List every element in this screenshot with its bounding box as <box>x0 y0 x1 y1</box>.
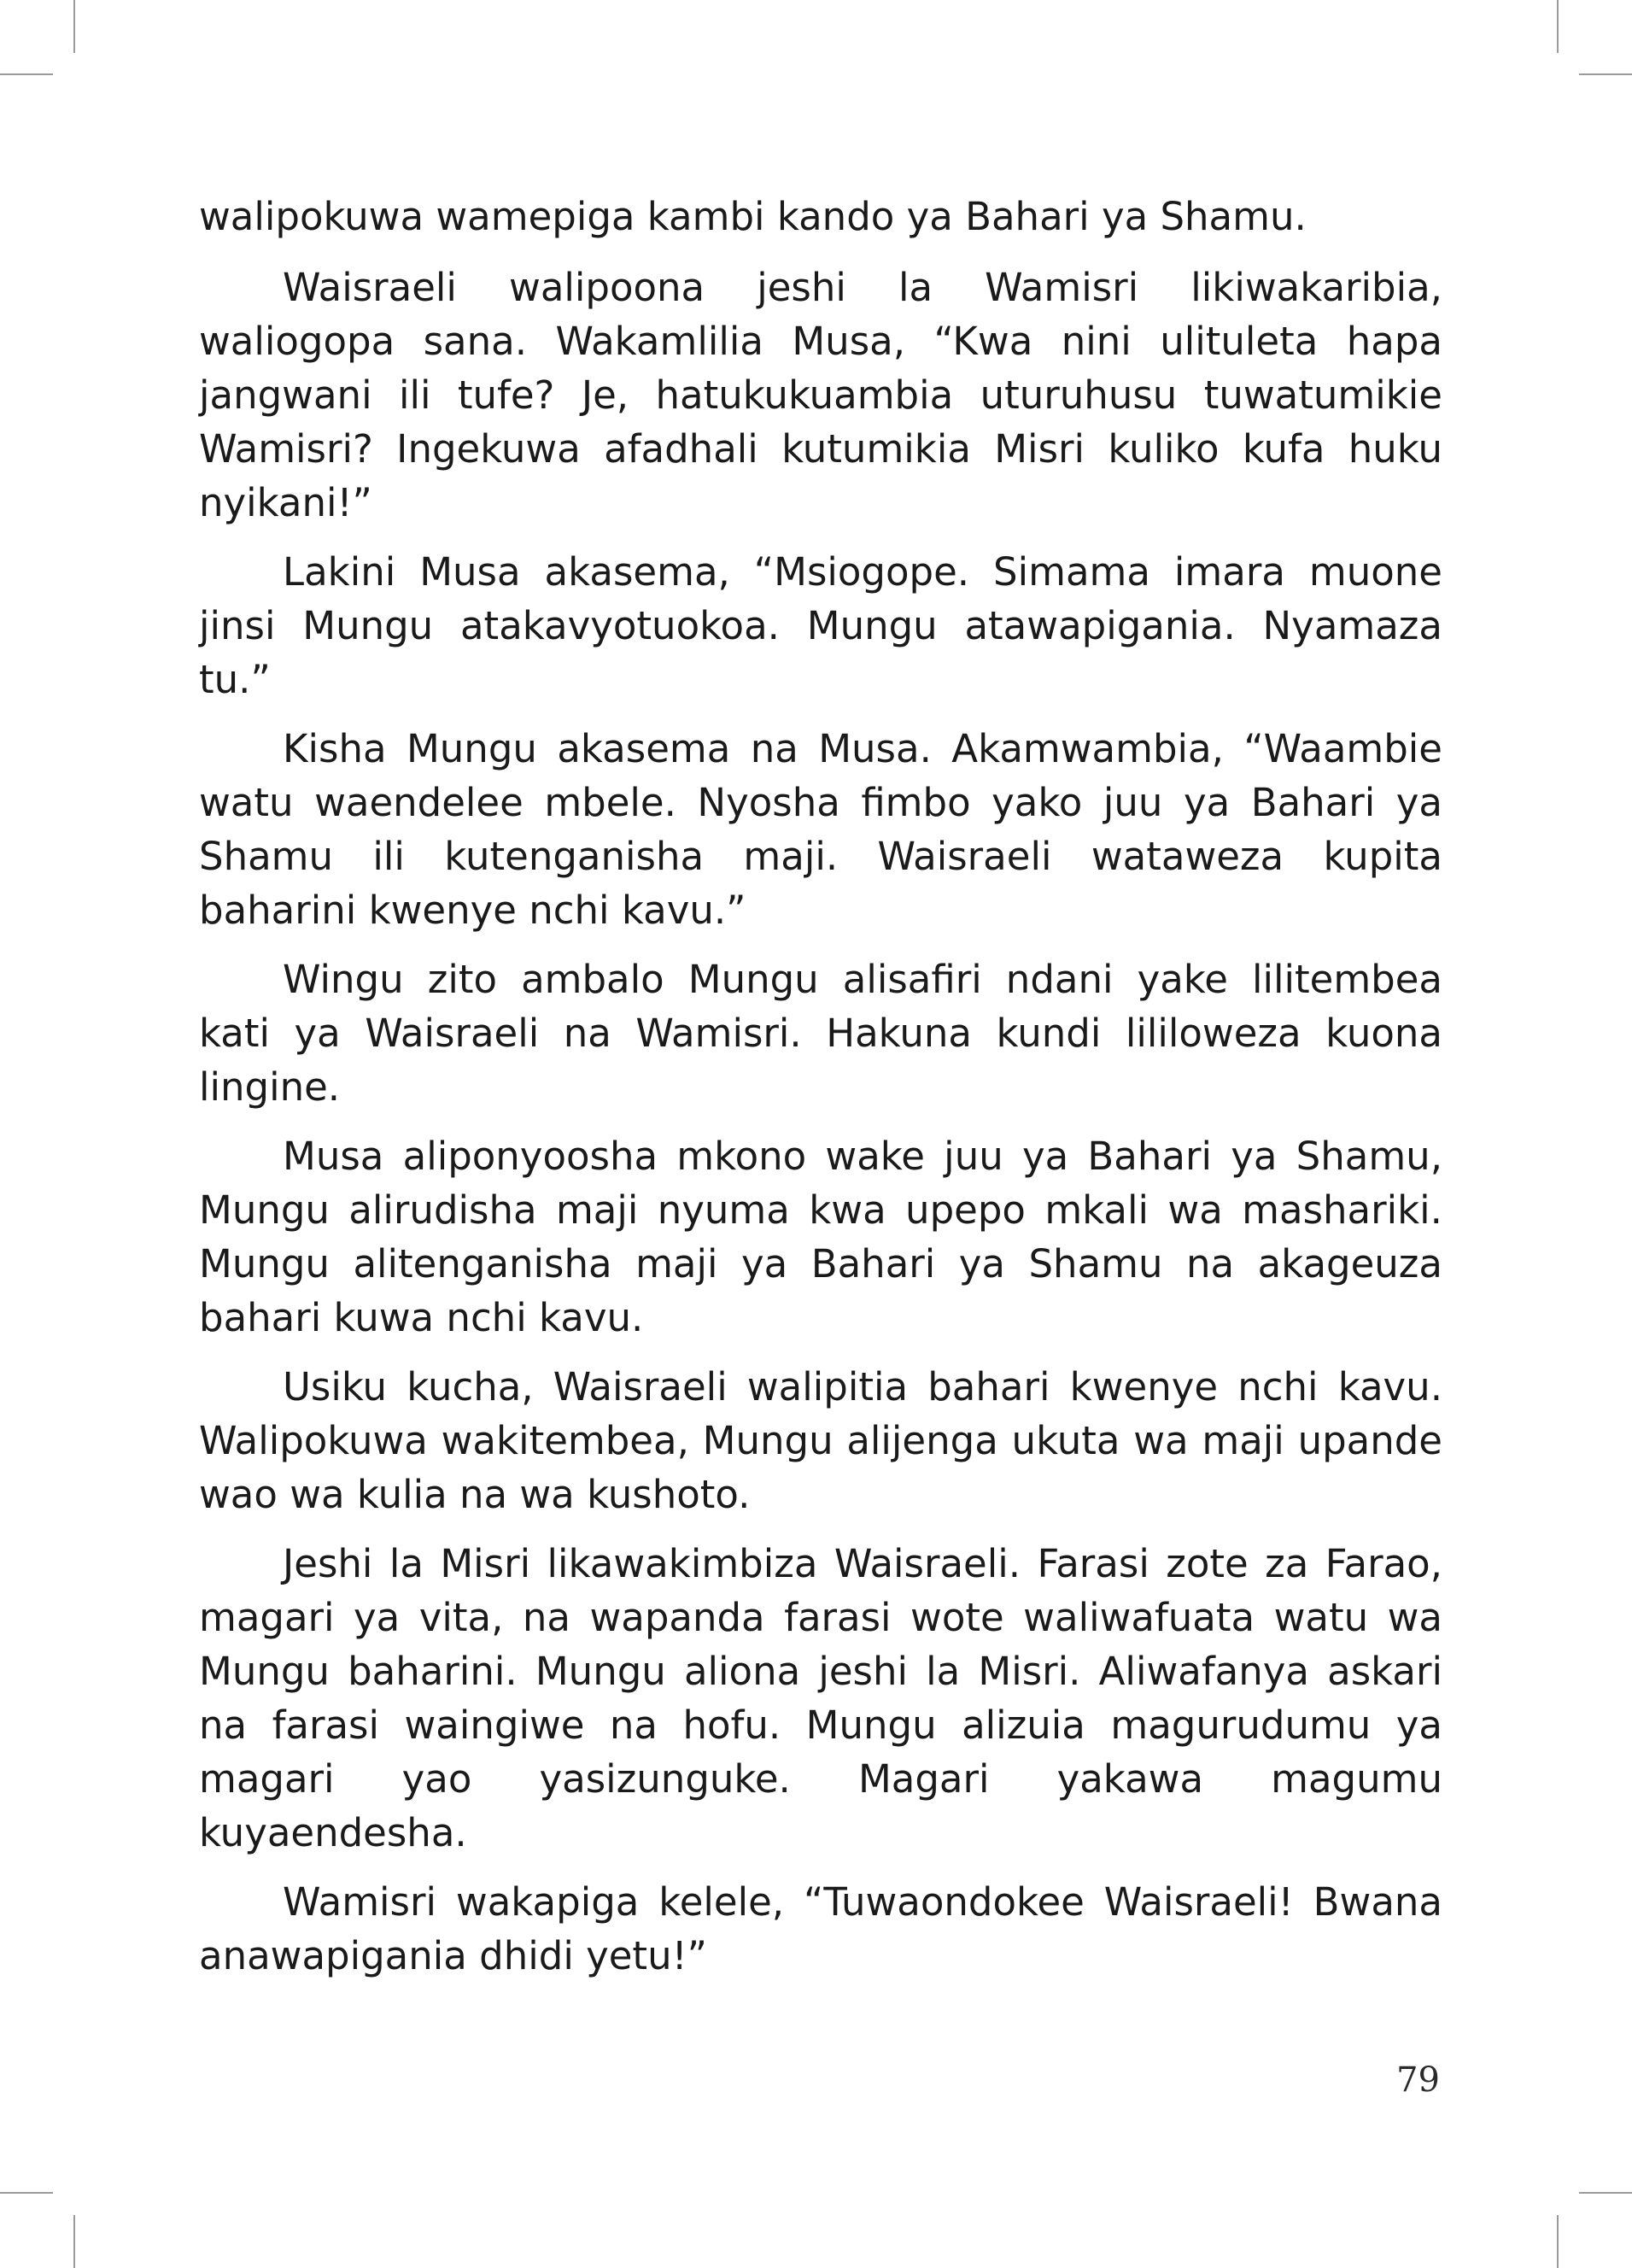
paragraph-8: Jeshi la Misri likawakimbiza Waisraeli. Farasi zote za Farao, magari ya vita, na wapanda farasi wote waliwafuata watu wa Mungu baharini. Mungu aliona jeshi la Misri. Aliwafanya askari na farasi waingiwe na hofu. Mungu alizuia magurudumu ya magari yao yasizunguke. Magari yakawa magumu kuyaendesha. <box>199 1541 1442 1855</box>
crop-mark-bottom-right-horizontal <box>1579 2192 1632 2194</box>
page-body <box>199 190 1442 1998</box>
crop-mark-top-left-horizontal <box>0 73 53 75</box>
paragraph-2: Waisraeli walipoona jeshi la Wamisri likiwakaribia, waliogopa sana. Wakamlilia Musa, “Kwa nini ulituleta hapa jangwani ili tufe? Je, hatukukuambia uturuhusu tuwatumikie Wamisri? Ingekuwa afadhali kutumikia Misri kuliko kufa huku nyikani!” <box>199 265 1442 525</box>
crop-mark-top-right-horizontal <box>1579 73 1632 75</box>
crop-mark-top-left-vertical <box>73 0 75 53</box>
paragraph-7: Usiku kucha, Waisraeli walipitia bahari kwenye nchi kavu. Walipokuwa wakitembea, Mungu alijenga ukuta wa maji upande wao wa kulia na wa kushoto. <box>199 1364 1442 1517</box>
crop-mark-bottom-left-vertical <box>73 2215 75 2268</box>
crop-mark-bottom-right-vertical <box>1557 2215 1559 2268</box>
paragraph-1: walipokuwa wamepiga kambi kando ya Bahari ya Shamu. <box>199 194 1307 239</box>
paragraph-5: Wingu zito ambalo Mungu alisafiri ndani yake lilitembea kati ya Waisraeli na Wamisri. Hakuna kundi lililoweza kuona lingine. <box>199 957 1442 1110</box>
paragraph-9: Wamisri wakapiga kelele, “Tuwaondokee Waisraeli! Bwana anawapigania dhidi yetu!” <box>199 1879 1442 1978</box>
paragraph-3: Lakini Musa akasema, “Msiogope. Simama imara muone jinsi Mungu atakavyotuokoa. Mungu atawapigania. Nyamaza tu.” <box>199 549 1442 702</box>
crop-mark-top-right-vertical <box>1557 0 1559 53</box>
paragraph-6: Musa aliponyoosha mkono wake juu ya Bahari ya Shamu, Mungu alirudisha maji nyuma kwa upepo mkali wa mashariki. Mungu alitenganisha maji ya Bahari ya Shamu na akageuza bahari kuwa nchi kavu. <box>199 1134 1442 1340</box>
page-number: 79 <box>1396 2060 1440 2100</box>
crop-mark-bottom-left-horizontal <box>0 2192 53 2194</box>
paragraph-4: Kisha Mungu akasema na Musa. Akamwambia, “Waambie watu waendelee mbele. Nyosha fimbo yako juu ya Bahari ya Shamu ili kutenganisha maji. Waisraeli wataweza kupita baharini kwenye nchi kavu.” <box>199 726 1442 933</box>
